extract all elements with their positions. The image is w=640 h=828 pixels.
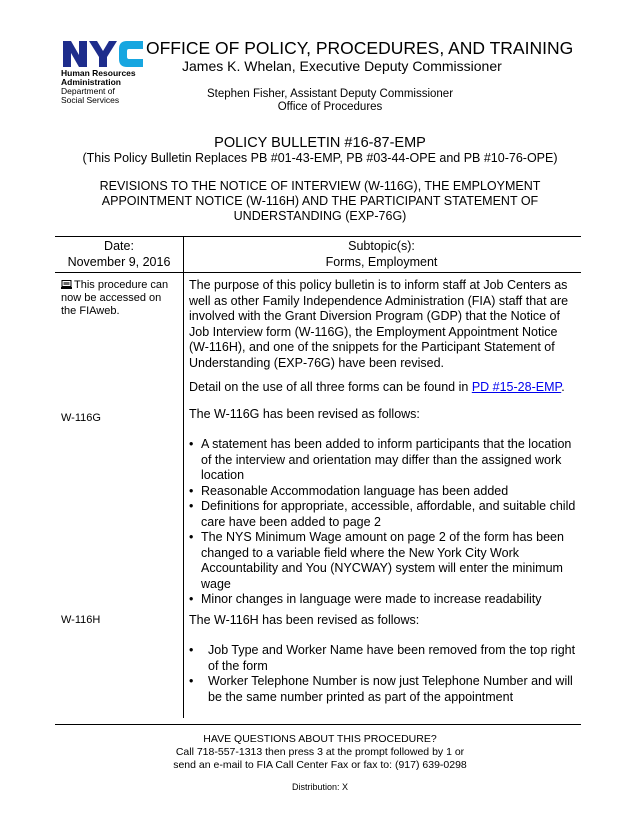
- fiaweb-note: [61, 279, 179, 318]
- list-item: • Worker Telephone Number is now just Telephone Number and will be the same number printed as part of the appointment: [189, 674, 579, 705]
- assistant-block: [190, 88, 470, 114]
- footer-questions: HAVE QUESTIONS ABOUT THIS PROCEDURE?: [203, 733, 437, 745]
- agency-line-1: Human Resources: [61, 68, 136, 78]
- label-w116g: W-116G: [61, 412, 101, 424]
- bulletin-title: POLICY BULLETIN #16-87-EMP: [214, 135, 426, 151]
- detail-suffix: .: [561, 380, 565, 394]
- executive-name: James K. Whelan, Executive Deputy Commissioner: [182, 58, 502, 74]
- office-name: Office of Procedures: [277, 101, 383, 113]
- pd-15-28-emp-link[interactable]: PD #15-28-EMP: [471, 380, 562, 394]
- dept-line-2: Social Services: [61, 95, 120, 105]
- subtopic-value: Forms, Employment: [325, 255, 438, 269]
- w116h-intro: The W-116H has been revised as follows:: [189, 613, 420, 627]
- fiaweb-note-text: This procedure can now be accessed on the FIAweb.: [61, 279, 169, 317]
- purpose-text: The purpose of this policy bulletin is to inform staff at Job Centers as well as other Family Independence Administration (FIA) staff that are involved with the Grant Diversion Program (GDP) that the Notice of Job Interview form (W-116G), the Employment Appointment Notice (W-116H), and one of the snippets for the Participant Statement of Understanding (EXP-76G) have been revised.: [189, 278, 569, 370]
- office-title: OFFICE OF POLICY, PROCEDURES, AND TRAINING: [146, 38, 574, 58]
- list-item: • Minor changes in language were made to increase readability: [189, 592, 579, 608]
- list-item: • Definitions for appropriate, accessible, affordable, and suitable child care have been added to page 2: [189, 499, 579, 530]
- date-value: November 9, 2016: [67, 255, 171, 269]
- bulletin-subject: REVISIONS TO THE NOTICE OF INTERVIEW (W-116G), THE EMPLOYMENT APPOINTMENT NOTICE (W-116H) AND THE PARTICIPANT STATEMENT OF UNDERSTANDING (EXP-76G): [99, 179, 541, 223]
- detail-paragraph: [189, 380, 579, 396]
- list-item: • A statement has been added to inform participants that the location of the interview and orientation may differ than the assigned work location: [189, 437, 579, 484]
- nyc-logo: [61, 39, 147, 69]
- department-block: [61, 69, 136, 105]
- table-header-rule: [55, 272, 581, 273]
- detail-prefix: Detail on the use of all three forms can be found in: [189, 380, 472, 394]
- bulletin-replaces: (This Policy Bulletin Replaces PB #01-43-EMP, PB #03-44-OPE and PB #10-76-OPE): [82, 151, 558, 165]
- date-label: Date:: [104, 239, 134, 253]
- dept-line-1: Department of: [61, 86, 115, 96]
- footer-rule: [55, 724, 581, 725]
- date-cell: [55, 238, 183, 270]
- list-item: • The NYS Minimum Wage amount on page 2 of the form has been changed to a variable field where the New York City Work Accountability and You (NYCWAY) system will enter the minimum wage: [189, 530, 579, 592]
- w116h-list: [189, 643, 579, 705]
- footer-call: Call 718-557-1313 then press 3 at the prompt followed by 1 or: [175, 746, 465, 758]
- agency-line-2: Administration: [61, 77, 121, 87]
- label-w116h: W-116H: [61, 614, 101, 626]
- list-item: • Job Type and Worker Name have been removed from the top right of the form: [189, 643, 579, 674]
- table-column-divider: [183, 236, 184, 718]
- w116g-intro: The W-116G has been revised as follows:: [189, 407, 420, 421]
- footer-email: send an e-mail to FIA Call Center Fax or fax to: (917) 639-0298: [173, 759, 467, 771]
- w116g-list: [189, 437, 579, 608]
- assistant-name: Stephen Fisher, Assistant Deputy Commissioner: [206, 88, 454, 100]
- purpose-paragraph: [189, 278, 579, 371]
- subtopic-label: Subtopic(s):: [348, 239, 415, 253]
- subtopic-cell: [184, 238, 579, 270]
- computer-icon: [61, 280, 72, 289]
- table-top-rule: [55, 236, 581, 237]
- footer-distribution: Distribution: X: [291, 782, 349, 792]
- list-item: • Reasonable Accommodation language has been added: [189, 484, 579, 500]
